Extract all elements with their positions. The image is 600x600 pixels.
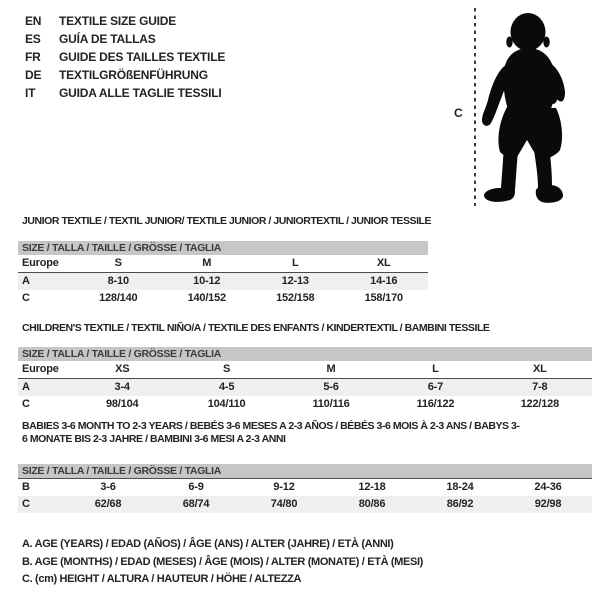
table-cell: 9-12 [273, 481, 295, 493]
table-cell: 158/170 [364, 292, 403, 304]
table-cell: XL [533, 363, 547, 375]
table-cell: 140/152 [187, 292, 226, 304]
language-code: FR [25, 50, 41, 64]
table-cell: A [22, 275, 30, 287]
language-row [25, 66, 225, 84]
language-title: GUÍA DE TALLAS [59, 32, 156, 46]
size-table-babies [18, 464, 592, 513]
table-cell: 6-7 [427, 381, 444, 393]
table-cell: C [22, 398, 30, 410]
table-cell: 7-8 [532, 381, 548, 393]
table-cell: 14-16 [370, 275, 398, 287]
table-cell: 104/110 [207, 398, 246, 410]
table-cell: C [22, 498, 30, 510]
size-table-children [18, 347, 592, 413]
language-title: GUIDA ALLE TAGLIE TESSILI [59, 86, 222, 100]
table-cell: M [326, 363, 336, 375]
language-header [25, 12, 225, 102]
footnote-b: B. AGE (MONTHS) / EDAD (MESES) / ÂGE (MOIS) / ALTER (MONATE) / ETÀ (MESI) [22, 555, 423, 568]
table-cell: C [22, 292, 30, 304]
table-cell: 3-6 [100, 481, 116, 493]
table-cell: 8-10 [107, 275, 129, 287]
table-cell: S [114, 257, 122, 269]
table-cell: A [22, 381, 30, 393]
dashed-measure-line [474, 8, 476, 206]
table-cell: 18-24 [446, 481, 474, 493]
table-cell: L [432, 363, 439, 375]
table-row [18, 273, 428, 290]
table-row [18, 479, 592, 496]
language-title: TEXTILE SIZE GUIDE [59, 14, 177, 28]
table-cell: 4-5 [218, 381, 235, 393]
footnotes [22, 536, 423, 589]
babies-section-title: BABIES 3-6 MONTH TO 2-3 YEARS / BEBÉS 3-6 MESES A 2-3 AÑOS / BÉBÉS 3-6 MOIS À 2-3 ANS / BABYS 3-6 MONATE BIS 2-3 JAHRE / BAMBINI 3-6 MESI A 2-3 ANNI [22, 420, 520, 445]
language-row [25, 12, 225, 30]
language-code: DE [25, 68, 42, 82]
size-table-junior [18, 241, 428, 307]
table-cell: 24-36 [534, 481, 562, 493]
table-cell: Europe [22, 363, 59, 375]
language-code: IT [25, 86, 36, 100]
table-row [18, 290, 428, 307]
size-header-bar: SIZE / TALLA / TAILLE / GRÖSSE / TAGLIA [18, 347, 592, 361]
table-row [18, 255, 428, 272]
table-cell: 122/128 [520, 398, 560, 410]
table-row [18, 496, 592, 513]
table-cell: 92/98 [534, 498, 562, 510]
table-cell: XS [115, 363, 130, 375]
table-cell: Europe [22, 257, 59, 269]
table-cell: 10-12 [193, 275, 221, 287]
children-section-title: CHILDREN'S TEXTILE / TEXTIL NIÑO/A / TEXTILE DES ENFANTS / KINDERTEXTIL / BAMBINI TESSILE [22, 322, 490, 334]
table-cell: 110/116 [312, 398, 350, 410]
table-cell: 80/86 [358, 498, 386, 510]
table-cell: 68/74 [182, 498, 210, 510]
table-cell: 98/104 [105, 398, 139, 410]
table-row [18, 396, 592, 413]
table-cell: 5-6 [323, 381, 339, 393]
height-measure-figure [450, 0, 590, 215]
baby-silhouette [480, 2, 580, 214]
table-cell: 62/68 [94, 498, 122, 510]
language-row [25, 84, 225, 102]
table-cell: XL [376, 257, 391, 269]
language-row [25, 48, 225, 66]
table-cell: 12-18 [358, 481, 386, 493]
table-cell: 6-9 [188, 481, 204, 493]
junior-section-title: JUNIOR TEXTILE / TEXTIL JUNIOR/ TEXTILE JUNIOR / JUNIORTEXTIL / JUNIOR TESSILE [22, 215, 432, 227]
table-cell: 3-4 [114, 381, 130, 393]
language-row [25, 30, 225, 48]
language-code: ES [25, 32, 41, 46]
size-header-bar: SIZE / TALLA / TAILLE / GRÖSSE / TAGLIA [18, 241, 428, 255]
table-cell: B [22, 481, 30, 493]
table-cell: 116/122 [416, 398, 455, 410]
measure-label-c: C [454, 106, 463, 120]
table-cell: 86/92 [446, 498, 474, 510]
table-cell: 128/140 [99, 292, 138, 304]
table-cell: L [291, 257, 299, 269]
size-header-bar: SIZE / TALLA / TAILLE / GRÖSSE / TAGLIA [18, 464, 592, 478]
table-cell: S [223, 363, 231, 375]
language-title: GUIDE DES TAILLES TEXTILE [59, 50, 226, 64]
language-code: EN [25, 14, 42, 28]
table-row [18, 379, 592, 396]
language-title: TEXTILGRÖßENFÜHRUNG [59, 68, 208, 82]
footnote-c: C. (cm) HEIGHT / ALTURA / HAUTEUR / HÖHE / ALTEZZA [22, 573, 302, 585]
table-cell: 12-13 [281, 275, 309, 287]
table-cell: M [202, 257, 212, 269]
table-row [18, 361, 592, 378]
table-cell: 74/80 [270, 498, 298, 510]
table-cell: 152/158 [276, 292, 315, 304]
footnote-a: A. AGE (YEARS) / EDAD (AÑOS) / ÂGE (ANS) / ALTER (JAHRE) / ETÀ (ANNI) [22, 538, 394, 550]
